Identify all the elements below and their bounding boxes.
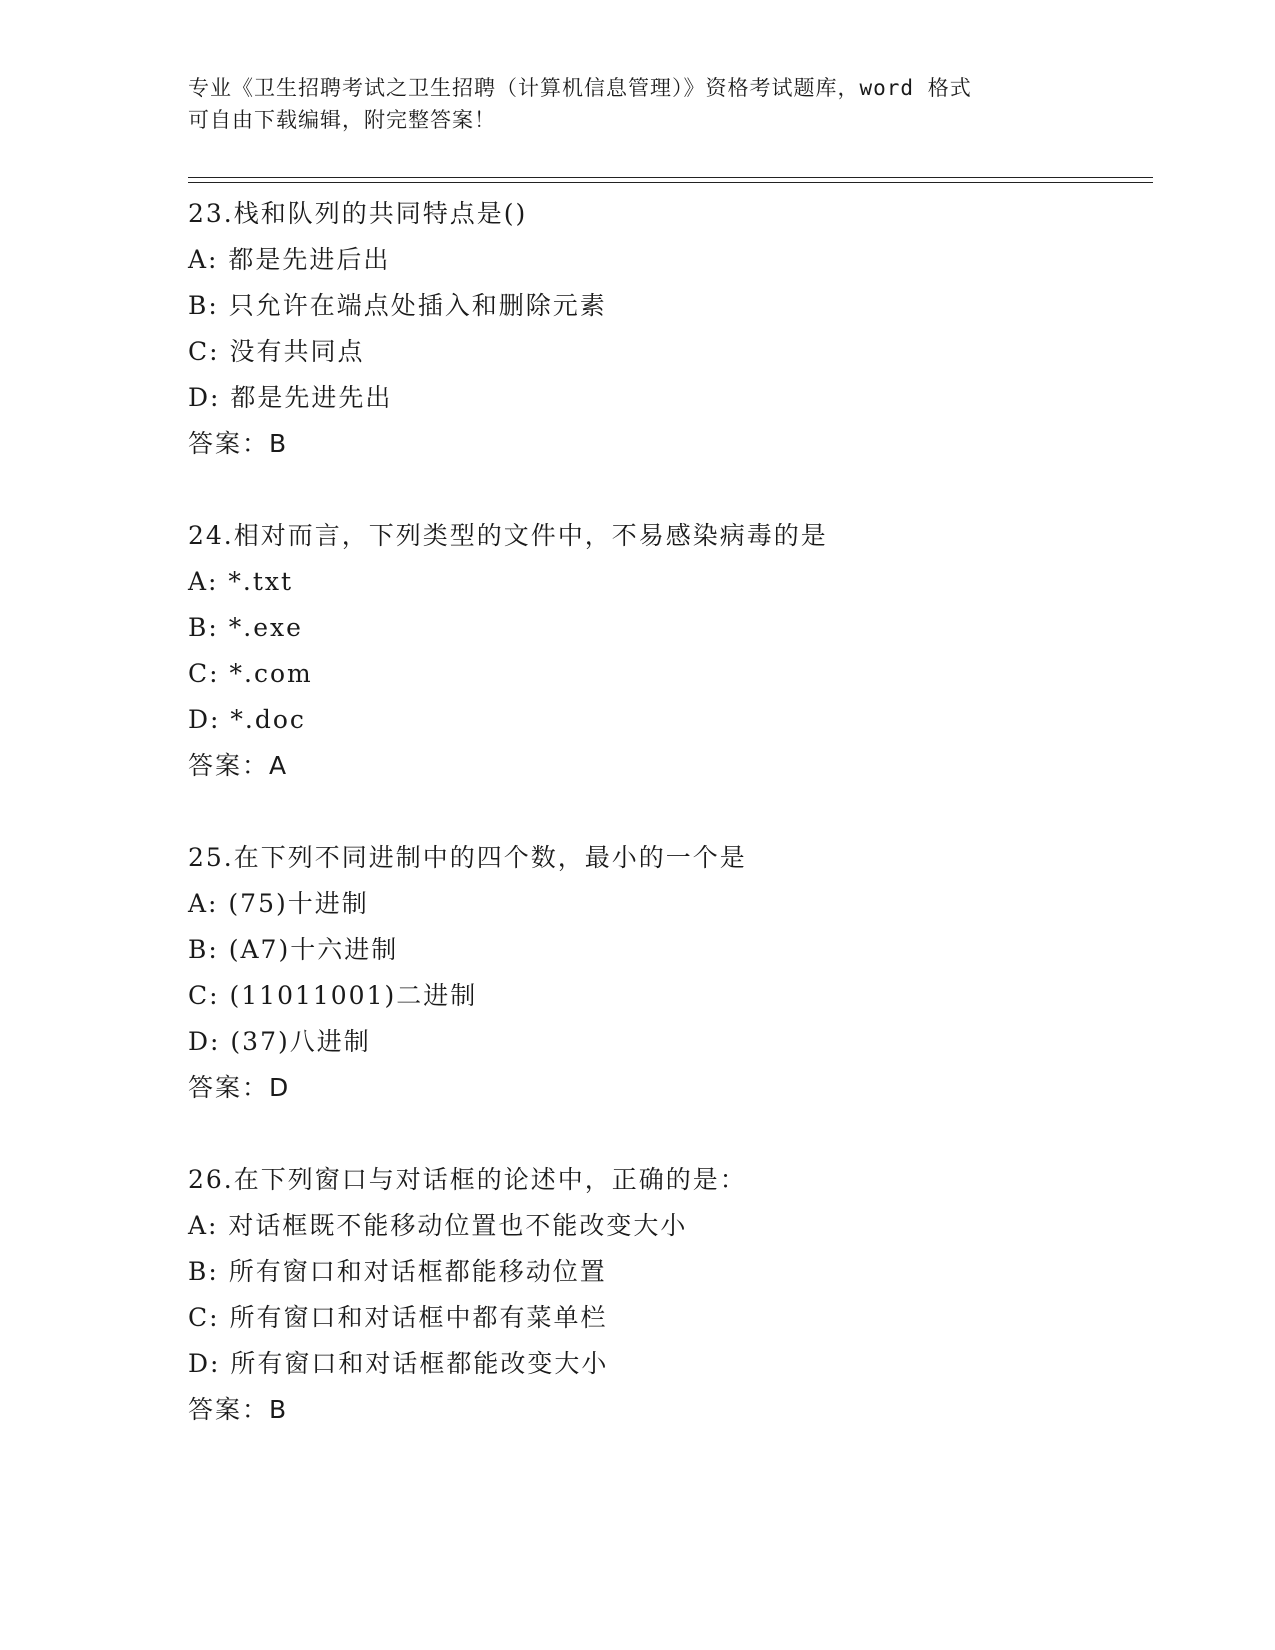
option-c: C: *.com (188, 659, 313, 688)
question-24 (188, 513, 1148, 789)
option-c: C: (11011001)二进制 (188, 981, 478, 1010)
question-26 (188, 1157, 1148, 1433)
option-b: B: 只允许在端点处插入和删除元素 (188, 291, 607, 320)
option-c: C: 没有共同点 (188, 337, 365, 366)
question-25 (188, 835, 1148, 1111)
option-b: B: 所有窗口和对话框都能移动位置 (188, 1257, 607, 1286)
question-23 (188, 191, 1148, 467)
question-stem: 26.在下列窗口与对话框的论述中，正确的是： (188, 1165, 747, 1194)
answer-line: 答案：B (188, 429, 289, 458)
option-a: A: *.txt (188, 567, 294, 596)
option-d: D: *.doc (188, 705, 306, 734)
question-stem: 25.在下列不同进制中的四个数，最小的一个是 (188, 843, 747, 872)
header-line-2: 可自由下载编辑，附完整答案！ (188, 108, 496, 132)
header-line-1: 专业《卫生招聘考试之卫生招聘（计算机信息管理）》资格考试题库，word 格式 (188, 76, 972, 100)
option-b: B: *.exe (188, 613, 303, 642)
document-header (188, 72, 1088, 136)
option-d: D: (37)八进制 (188, 1027, 371, 1056)
question-stem: 24.相对而言，下列类型的文件中，不易感染病毒的是 (188, 521, 828, 550)
answer-line: 答案：B (188, 1395, 289, 1424)
question-list (188, 191, 1148, 1479)
option-b: B: (A7)十六进制 (188, 935, 399, 964)
header-divider-bottom (188, 182, 1153, 183)
header-divider-top (188, 177, 1153, 178)
option-c: C: 所有窗口和对话框中都有菜单栏 (188, 1303, 608, 1332)
option-a: A: (75)十进制 (188, 889, 369, 918)
question-stem: 23.栈和队列的共同特点是() (188, 199, 528, 228)
option-d: D: 都是先进先出 (188, 383, 393, 412)
answer-line: 答案：D (188, 1073, 291, 1102)
option-d: D: 所有窗口和对话框都能改变大小 (188, 1349, 609, 1378)
answer-line: 答案：A (188, 751, 289, 780)
option-a: A: 都是先进后出 (188, 245, 391, 274)
option-a: A: 对话框既不能移动位置也不能改变大小 (188, 1211, 688, 1240)
